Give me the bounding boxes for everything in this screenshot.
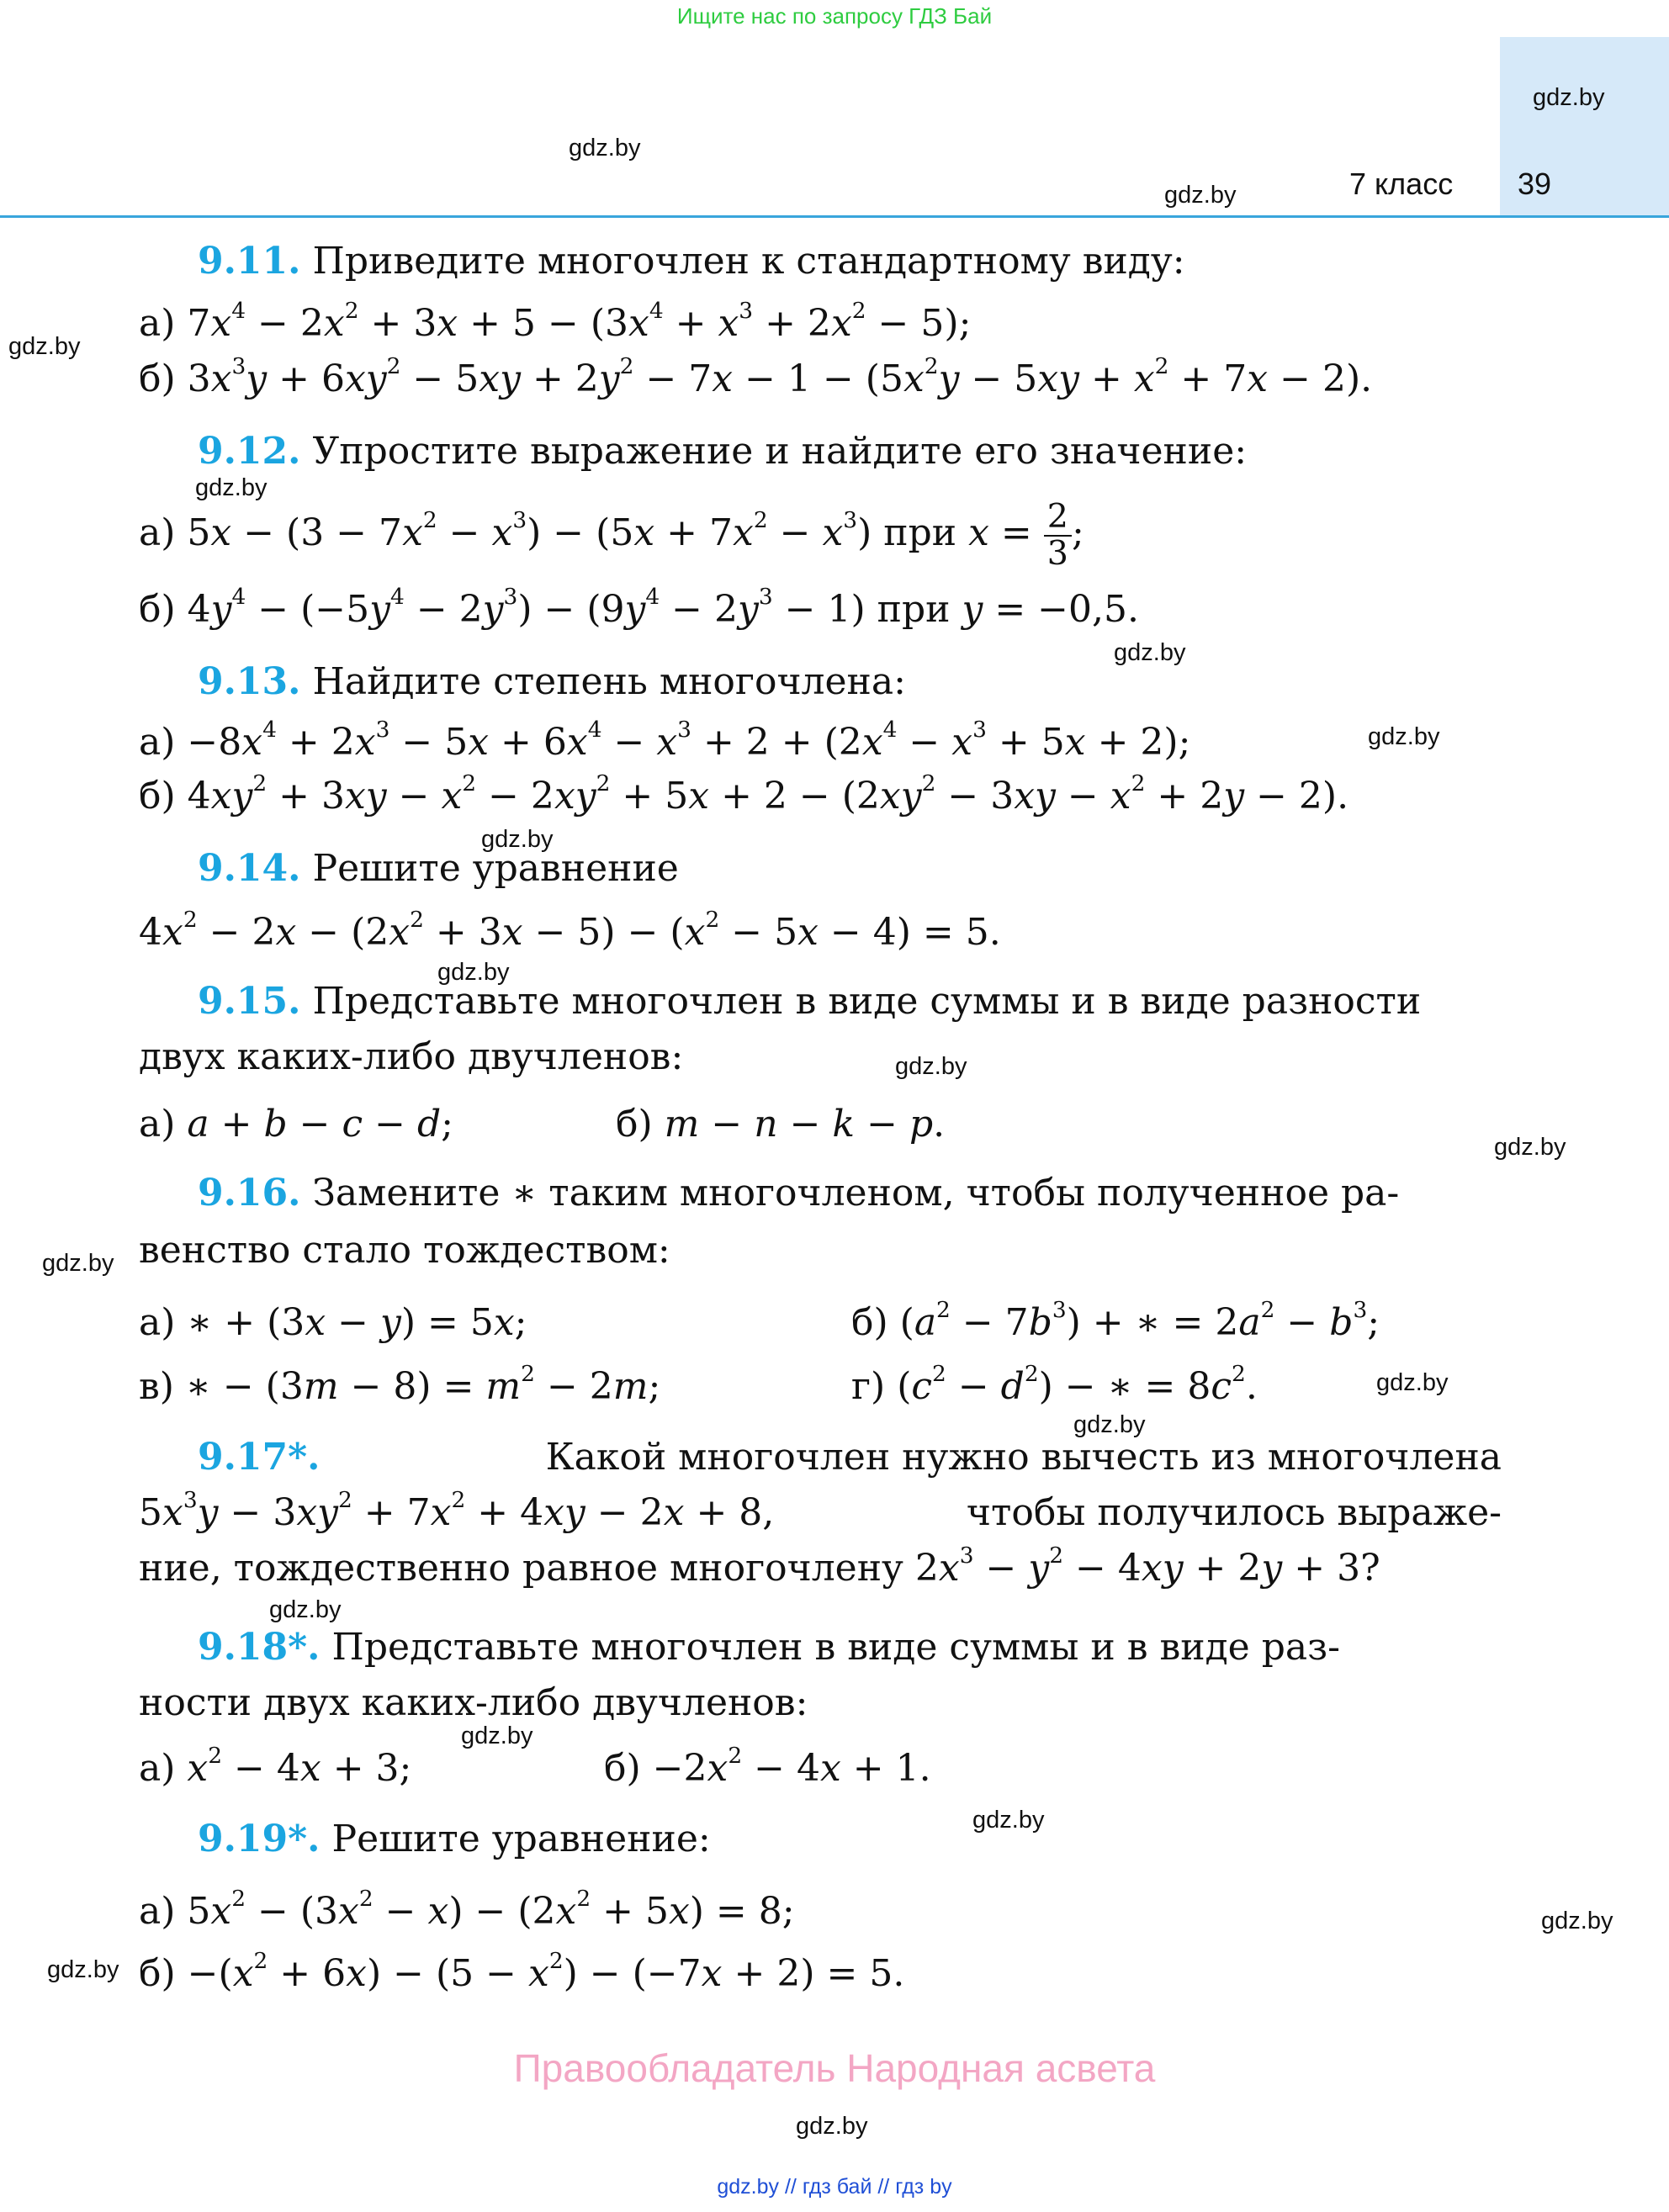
watermark: gdz.by (1494, 1134, 1566, 1161)
problem-text: Какой многочлен нужно вычесть из многочлена (545, 1436, 1502, 1479)
math-line: $б) -(x^2 + 6x) - (5 - x^2) - (-7x + 2) = 5$. (139, 1947, 905, 1995)
watermark: gdz.by (195, 474, 268, 501)
math-line: а) $5x^2 - (3x^2 - x) - (2x^2 + 5x) = 8$; (139, 1885, 795, 1933)
top-banner: Ищите нас по запросу ГДЗ Бай (676, 3, 993, 29)
problem-text: ние, тождественно равное многочлену (139, 1547, 903, 1590)
problem-9-17-heading (198, 1437, 1502, 1479)
copyright-notice: Правообладатель Народная асвета (513, 2046, 1156, 2090)
watermark: gdz.by (1368, 723, 1440, 750)
watermark: gdz.by (895, 1053, 967, 1080)
problem-text: ности двух каких-либо двучленов: (139, 1681, 808, 1724)
problem-text: Представьте многочлен в виде суммы и в виде разности (312, 980, 1422, 1023)
math-line: г) $(c^2 - d^2)$ − ∗ = $8c^2$. (851, 1360, 1258, 1408)
watermark: gdz.by (796, 2113, 868, 2140)
math-line: в) ∗ − $(3m - 8) = m^2 - 2m$; (139, 1360, 661, 1408)
watermark: gdz.by (1073, 1411, 1146, 1438)
bottom-links[interactable]: gdz.by // гдз бай // гдз by (717, 2175, 952, 2199)
problem-9-16-heading (198, 1172, 1399, 1215)
watermark: gdz.by (1114, 639, 1186, 666)
problem-text: чтобы получилось выраже- (966, 1491, 1502, 1534)
problem-number: 9.12. (198, 430, 301, 473)
problem-number: 9.19*. (198, 1818, 321, 1860)
problem-number: 9.15. (198, 980, 301, 1023)
problem-9-15-heading (198, 981, 1421, 1024)
math-line: а) a + b − c − d; (139, 1103, 453, 1146)
problem-9-13-heading (198, 661, 906, 704)
problem-number: 9.14. (198, 847, 301, 890)
problem-text: Упростите выражение и найдите его значение: (312, 430, 1248, 473)
math-line: б) $3x^3y + 6xy^2 - 5xy + 2y^2 - 7x - 1 - (5x^2y - 5xy + x^2 + 7x - 2)$. (139, 352, 1373, 400)
header-rule (0, 215, 1669, 218)
problem-number: 9.17*. (198, 1436, 321, 1479)
problem-text: двух каких-либо двучленов: (139, 1035, 684, 1078)
watermark: gdz.by (461, 1723, 533, 1749)
problem-number: 9.18*. (198, 1626, 321, 1669)
math-line: а) ∗ + (3x − y) = 5x; (139, 1301, 527, 1344)
watermark: gdz.by (1164, 182, 1237, 209)
problem-9-18-heading (198, 1627, 1340, 1670)
watermark: gdz.by (481, 826, 554, 853)
watermark: gdz.by (47, 1956, 119, 1983)
math-line: $а) -8x^4 + 2x^3 - 5x + 6x^4 - x^3 + 2 + (2x^4 - x^3 + 5x + 2)$; (139, 716, 1191, 764)
problem-number: 9.11. (198, 240, 301, 283)
problem-9-12-heading (198, 431, 1247, 474)
problem-text: Замените ∗ таким многочленом, чтобы полученное ра- (312, 1172, 1400, 1214)
math-line: б) $4xy^2 + 3xy - x^2 - 2xy^2 + 5x + 2 - (2xy^2 - 3xy - x^2 + 2y - 2)$. (139, 770, 1349, 818)
watermark: gdz.by (437, 959, 510, 986)
problem-text: венство стало тождеством: (139, 1229, 670, 1272)
problem-number: 9.13. (198, 660, 301, 703)
math-line: б) $(a^2 - 7b^3)$ + ∗ = $2a^2 - b^3$; (851, 1296, 1380, 1344)
math-line: б) $4y^4 - (-5y^4 - 2y^3) - (9y^4 - 2y^3 - 1)$ при y = −0,5. (139, 583, 1140, 631)
math-line: б) m − n − k − p. (616, 1103, 946, 1146)
page-number: 39 (1518, 167, 1552, 201)
problem-text: Представьте многочлен в виде суммы и в виде раз- (331, 1626, 1340, 1669)
watermark: gdz.by (569, 135, 641, 161)
math-line: ние, тождественно равное многочлену $2x^3 - y^2 - 4xy + 2y + 3$? (139, 1542, 1380, 1590)
math-line: а) $7x^4 - 2x^2 + 3x + 5 - (3x^4 + x^3 + 2x^2 - 5)$; (139, 297, 972, 345)
problem-text: Найдите степень многочлена: (312, 660, 906, 703)
problem-number: 9.16. (198, 1172, 301, 1214)
watermark: gdz.by (269, 1596, 342, 1623)
problem-9-19-heading (198, 1818, 711, 1861)
watermark: gdz.by (972, 1807, 1045, 1834)
math-line: $4x^2 - 2x - (2x^2 + 3x - 5) - (x^2 - 5x - 4) = 5$. (139, 906, 1001, 954)
watermark: gdz.by (1376, 1369, 1449, 1396)
problem-9-14-heading (198, 848, 679, 891)
watermark: gdz.by (8, 333, 81, 360)
grade-label: 7 класс (1349, 167, 1454, 201)
problem-text: Решите уравнение (312, 847, 679, 890)
watermark: gdz.by (1541, 1908, 1613, 1934)
math-line: а) $5x - (3 - 7x^2 - x^3) - (5x + 7x^2 - x^3)$ при x = $\frac{2}{3}$ ; (139, 497, 1084, 573)
math-line: $5x^3y - 3xy^2 + 7x^2 + 4xy - 2x + 8$, чтобы получилось выраже- (139, 1486, 1502, 1534)
problem-9-11-heading (198, 241, 1185, 283)
watermark: gdz.by (42, 1250, 114, 1277)
math-line: а) $x^2 - 4x + 3$; (139, 1742, 412, 1790)
watermark: gdz.by (1533, 84, 1605, 111)
problem-text: Приведите многочлен к стандартному виду: (312, 240, 1185, 283)
problem-text: Решите уравнение: (331, 1818, 711, 1860)
math-line: $б) -2x^2 - 4x + 1$. (604, 1742, 931, 1790)
